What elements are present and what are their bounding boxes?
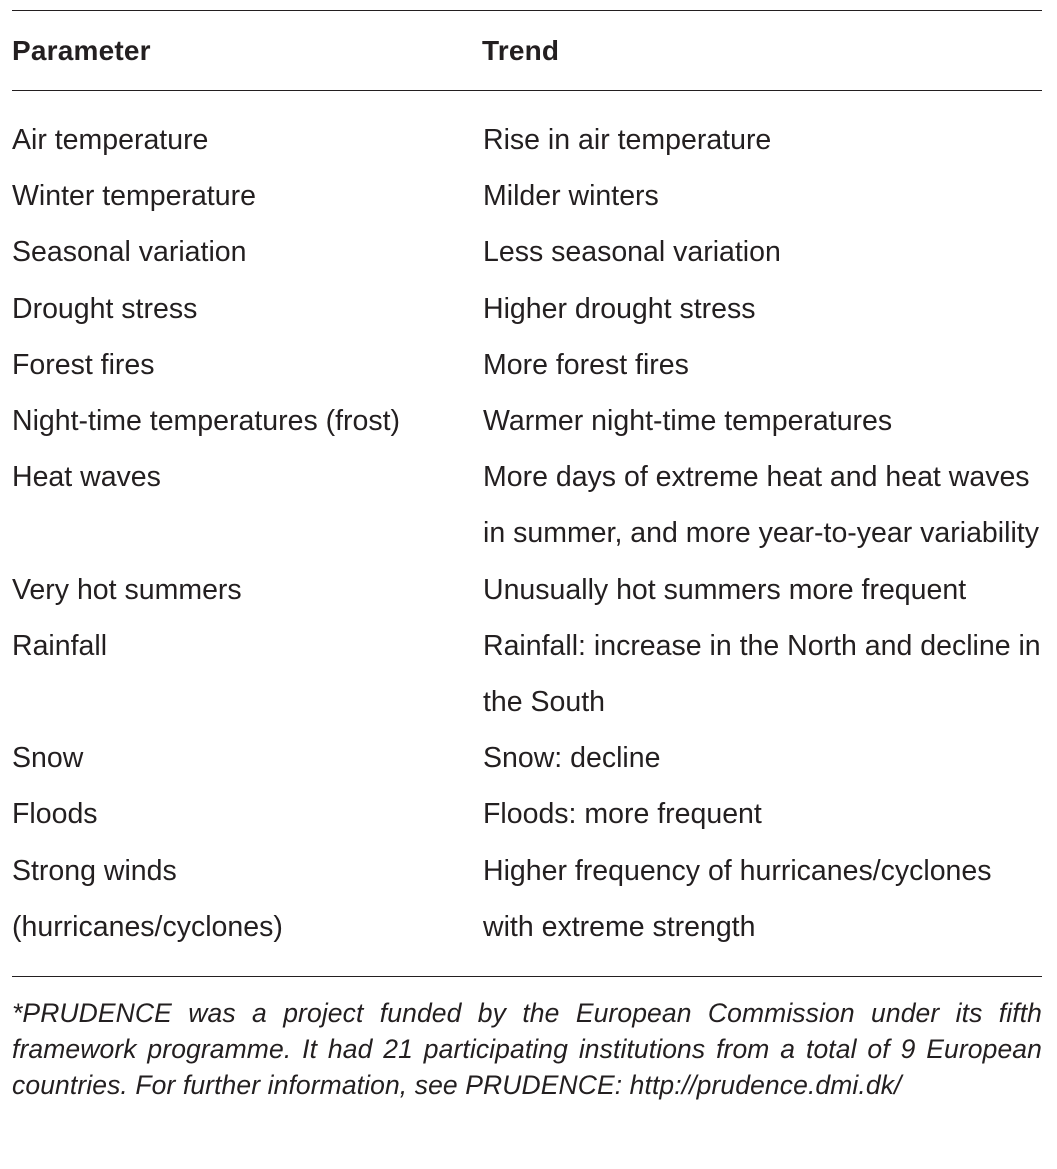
table-row — [12, 393, 1042, 449]
table-row — [12, 562, 1042, 618]
parameter-cell: Heat waves — [12, 461, 161, 494]
parameter-cell: Floods — [12, 798, 98, 831]
parameter-cell: Strong winds (hurricanes/cyclones) — [12, 854, 283, 943]
table-row — [12, 786, 1042, 842]
trend-cell: Rainfall: increase in the North and decline in the South — [483, 629, 1041, 719]
trend-cell: Higher frequency of hurricanes/cyclones with extreme strength — [483, 854, 992, 943]
parameter-cell: Drought stress — [12, 292, 198, 325]
header-trend: Trend — [482, 34, 560, 66]
table-row — [12, 112, 1042, 168]
table-row — [12, 224, 1042, 280]
trend-cell: Higher drought stress — [483, 292, 756, 325]
table-row — [12, 168, 1042, 224]
trend-cell: More days of extreme heat and heat waves in summer, and more year-to-year variability — [483, 461, 1039, 550]
parameter-cell: Night-time temperatures (frost) — [12, 405, 401, 438]
table-footnote: *PRUDENCE was a project funded by the European Commission under its fifth framework programme. It had 21 participating institutions from a total of 9 European countries. For further information, see PRUDENCE: http://prudence.dmi.dk/ — [12, 998, 1042, 1101]
parameter-cell: Very hot summers — [12, 573, 242, 606]
table-row — [12, 618, 1042, 730]
table-row — [12, 730, 1042, 786]
parameter-cell: Forest fires — [12, 348, 155, 381]
trend-cell: Warmer night-time temperatures — [483, 405, 893, 438]
table-header-row — [12, 11, 1042, 90]
parameter-cell: Seasonal variation — [12, 236, 247, 269]
table-row — [12, 337, 1042, 393]
table-row — [12, 843, 1042, 955]
climate-trends-table — [12, 10, 1042, 1103]
trend-cell: Milder winters — [483, 180, 659, 213]
trend-cell: More forest fires — [483, 348, 689, 381]
trend-cell: Less seasonal variation — [483, 236, 781, 269]
parameter-cell: Air temperature — [12, 124, 209, 156]
parameter-cell: Rainfall — [12, 629, 108, 662]
header-parameter: Parameter — [12, 34, 151, 66]
table-row — [12, 449, 1042, 561]
table-body — [12, 91, 1042, 976]
trend-cell: Floods: more frequent — [483, 798, 762, 831]
trend-cell: Rise in air temperature — [483, 124, 772, 156]
parameter-cell: Snow — [12, 742, 84, 775]
table-row — [12, 281, 1042, 337]
trend-cell: Snow: decline — [483, 742, 661, 775]
trend-cell: Unusually hot summers more frequent — [483, 573, 967, 606]
bottom-rule — [12, 976, 1042, 977]
parameter-cell: Winter temperature — [12, 180, 256, 213]
